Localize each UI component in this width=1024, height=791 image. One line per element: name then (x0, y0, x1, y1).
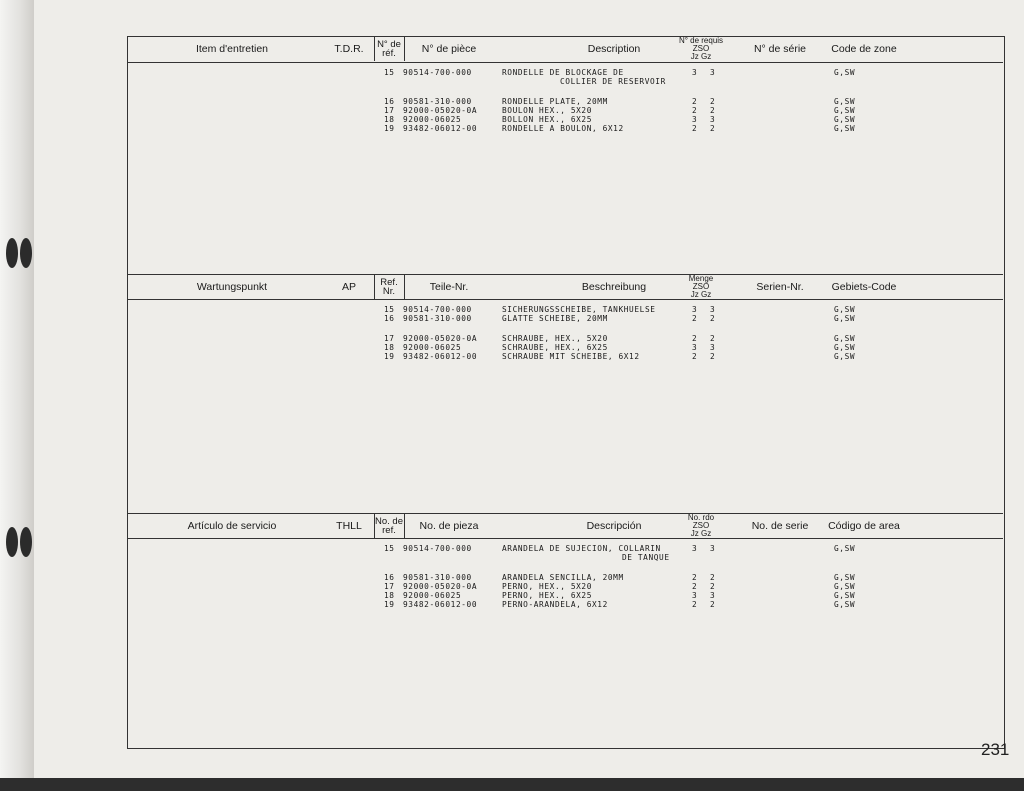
header-quantity (666, 514, 736, 538)
part-number: 92000-06025 (403, 115, 462, 124)
catalog-page (34, 0, 1024, 791)
table-header (128, 513, 1003, 539)
header-qty-a: No. rdo (687, 513, 715, 522)
part-number: 90581-310-000 (403, 97, 472, 106)
part-number: 92000-05020-0A (403, 582, 478, 591)
description-continued: COLLIER DE RESERVOIR (560, 77, 666, 86)
part-number: 90581-310-000 (403, 314, 472, 323)
quantity-jz: 2 (692, 106, 698, 115)
zone-code: G,SW (834, 582, 856, 591)
column-divider (404, 37, 405, 61)
quantity-gz: 2 (710, 334, 716, 343)
part-number: 92000-06025 (403, 343, 462, 352)
punch-hole-icon (6, 527, 32, 557)
quantity-gz: 3 (710, 305, 716, 314)
description-continued: DE TANQUE (622, 553, 670, 562)
binding-margin (0, 0, 34, 791)
page-bottom-edge (0, 778, 1024, 791)
quantity-gz: 2 (710, 97, 716, 106)
zone-code: G,SW (834, 305, 856, 314)
zone-code: G,SW (834, 352, 856, 361)
header-ref-line2: Nr. (382, 286, 396, 297)
header-qty-c: Jz Gz (690, 529, 712, 538)
ref-number: 16 (384, 573, 395, 582)
zone-code: G,SW (834, 124, 856, 133)
ref-number: 17 (384, 334, 395, 343)
part-number: 92000-05020-0A (403, 334, 478, 343)
description: ARANDELA SENCILLA, 20MM (502, 573, 624, 582)
description: SICHERUNGSSCHEIBE, TANKHUELSE (502, 305, 656, 314)
ref-number: 19 (384, 352, 395, 361)
part-number: 90514-700-000 (403, 544, 472, 553)
part-number: 90514-700-000 (403, 305, 472, 314)
header-part: Teile-Nr. (429, 281, 469, 293)
description: RONDELLE A BOULON, 6X12 (502, 124, 624, 133)
ref-number: 17 (384, 582, 395, 591)
header-zone: Gebiets-Code (831, 281, 897, 293)
table-header (128, 274, 1003, 300)
part-number: 93482-06012-00 (403, 124, 478, 133)
quantity-gz: 2 (710, 600, 716, 609)
quantity-gz: 2 (710, 124, 716, 133)
column-divider (374, 514, 375, 538)
header-ref-line2: réf. (382, 48, 396, 59)
header-qty-b: ZSO (692, 44, 710, 53)
column-divider (374, 37, 375, 61)
header-ref-line1: N° de (377, 39, 401, 50)
header-ref-no (374, 514, 404, 541)
zone-code: G,SW (834, 97, 856, 106)
header-desc: Beschreibung (581, 281, 647, 293)
header-desc: Descripción (586, 520, 642, 532)
header-qty-c: Jz Gz (690, 52, 712, 61)
quantity-gz: 2 (710, 573, 716, 582)
quantity-jz: 3 (692, 68, 698, 77)
quantity-jz: 2 (692, 314, 698, 323)
quantity-jz: 2 (692, 334, 698, 343)
header-ref-no (374, 275, 404, 302)
description: PERNO, HEX., 5X20 (502, 582, 592, 591)
description: SCHRAUBE, HEX., 5X20 (502, 334, 608, 343)
quantity-gz: 3 (710, 115, 716, 124)
zone-code: G,SW (834, 115, 856, 124)
quantity-jz: 2 (692, 97, 698, 106)
ref-number: 15 (384, 68, 395, 77)
zone-code: G,SW (834, 314, 856, 323)
part-number: 92000-06025 (403, 591, 462, 600)
header-serial: Serien-Nr. (756, 281, 804, 293)
ref-number: 15 (384, 305, 395, 314)
header-zone: Code de zone (831, 43, 897, 55)
quantity-gz: 3 (710, 591, 716, 600)
description: BOLLON HEX., 6X25 (502, 115, 592, 124)
ref-number: 15 (384, 544, 395, 553)
zone-code: G,SW (834, 343, 856, 352)
ref-number: 18 (384, 343, 395, 352)
header-tdr: AP (341, 281, 356, 293)
quantity-gz: 2 (710, 314, 716, 323)
header-qty-a: Menge (688, 274, 714, 283)
quantity-jz: 2 (692, 124, 698, 133)
quantity-jz: 2 (692, 582, 698, 591)
column-divider (404, 275, 405, 299)
parts-table-frame (127, 36, 1005, 749)
header-item: Artículo de servicio (187, 520, 277, 532)
ref-number: 19 (384, 600, 395, 609)
column-divider (404, 514, 405, 538)
description: RONDELLE PLATE, 20MM (502, 97, 608, 106)
header-part: N° de pièce (421, 43, 477, 55)
ref-number: 16 (384, 97, 395, 106)
column-divider (374, 275, 375, 299)
header-serial: N° de série (753, 43, 807, 55)
ref-number: 17 (384, 106, 395, 115)
zone-code: G,SW (834, 106, 856, 115)
quantity-gz: 3 (710, 544, 716, 553)
quantity-jz: 3 (692, 343, 698, 352)
header-tdr: THLL (336, 520, 362, 532)
header-qty-c: Jz Gz (690, 290, 712, 299)
zone-code: G,SW (834, 573, 856, 582)
quantity-jz: 2 (692, 352, 698, 361)
part-number: 90581-310-000 (403, 573, 472, 582)
quantity-gz: 2 (710, 352, 716, 361)
header-ref-line1: No. de (375, 516, 403, 527)
header-qty-b: ZSO (692, 282, 710, 291)
zone-code: G,SW (834, 334, 856, 343)
zone-code: G,SW (834, 600, 856, 609)
description: GLATTE SCHEIBE, 20MM (502, 314, 608, 323)
quantity-gz: 2 (710, 582, 716, 591)
header-quantity (666, 37, 736, 61)
description: RONDELLE DE BLOCKAGE DE (502, 68, 624, 77)
quantity-gz: 3 (710, 343, 716, 352)
ref-number: 18 (384, 591, 395, 600)
header-serial: No. de serie (751, 520, 809, 532)
header-desc: Description (587, 43, 641, 55)
quantity-gz: 3 (710, 68, 716, 77)
description: SCHRAUBE MIT SCHEIBE, 6X12 (502, 352, 640, 361)
part-number: 93482-06012-00 (403, 352, 478, 361)
ref-number: 18 (384, 115, 395, 124)
quantity-jz: 3 (692, 115, 698, 124)
quantity-jz: 3 (692, 591, 698, 600)
punch-hole-icon (6, 238, 32, 268)
header-ref-line1: Ref. (380, 277, 398, 288)
table-header (128, 37, 1003, 63)
zone-code: G,SW (834, 591, 856, 600)
header-item: Wartungspunkt (196, 281, 268, 293)
quantity-jz: 2 (692, 573, 698, 582)
description: ARANDELA DE SUJECION, COLLARIN (502, 544, 661, 553)
description: PERNO, HEX., 6X25 (502, 591, 592, 600)
header-part: No. de pieza (419, 520, 479, 532)
description: BOULON HEX., 5X20 (502, 106, 592, 115)
header-ref-line2: ref. (382, 525, 396, 536)
part-number: 90514-700-000 (403, 68, 472, 77)
quantity-jz: 2 (692, 600, 698, 609)
quantity-gz: 2 (710, 106, 716, 115)
part-number: 93482-06012-00 (403, 600, 478, 609)
header-ref-no (374, 37, 404, 64)
header-qty-a: N° de requis (678, 36, 724, 45)
description: SCHRAUBE, HEX., 6X25 (502, 343, 608, 352)
header-tdr: T.D.R. (334, 43, 364, 55)
description: PERNO-ARANDELA, 6X12 (502, 600, 608, 609)
quantity-jz: 3 (692, 305, 698, 314)
ref-number: 16 (384, 314, 395, 323)
zone-code: G,SW (834, 544, 856, 553)
header-qty-b: ZSO (692, 521, 710, 530)
zone-code: G,SW (834, 68, 856, 77)
header-item: Item d'entretien (195, 43, 269, 55)
header-quantity (666, 275, 736, 299)
part-number: 92000-05020-0A (403, 106, 478, 115)
ref-number: 19 (384, 124, 395, 133)
header-zone: Código de area (828, 520, 900, 532)
quantity-jz: 3 (692, 544, 698, 553)
page-number: 231 (981, 740, 1010, 759)
